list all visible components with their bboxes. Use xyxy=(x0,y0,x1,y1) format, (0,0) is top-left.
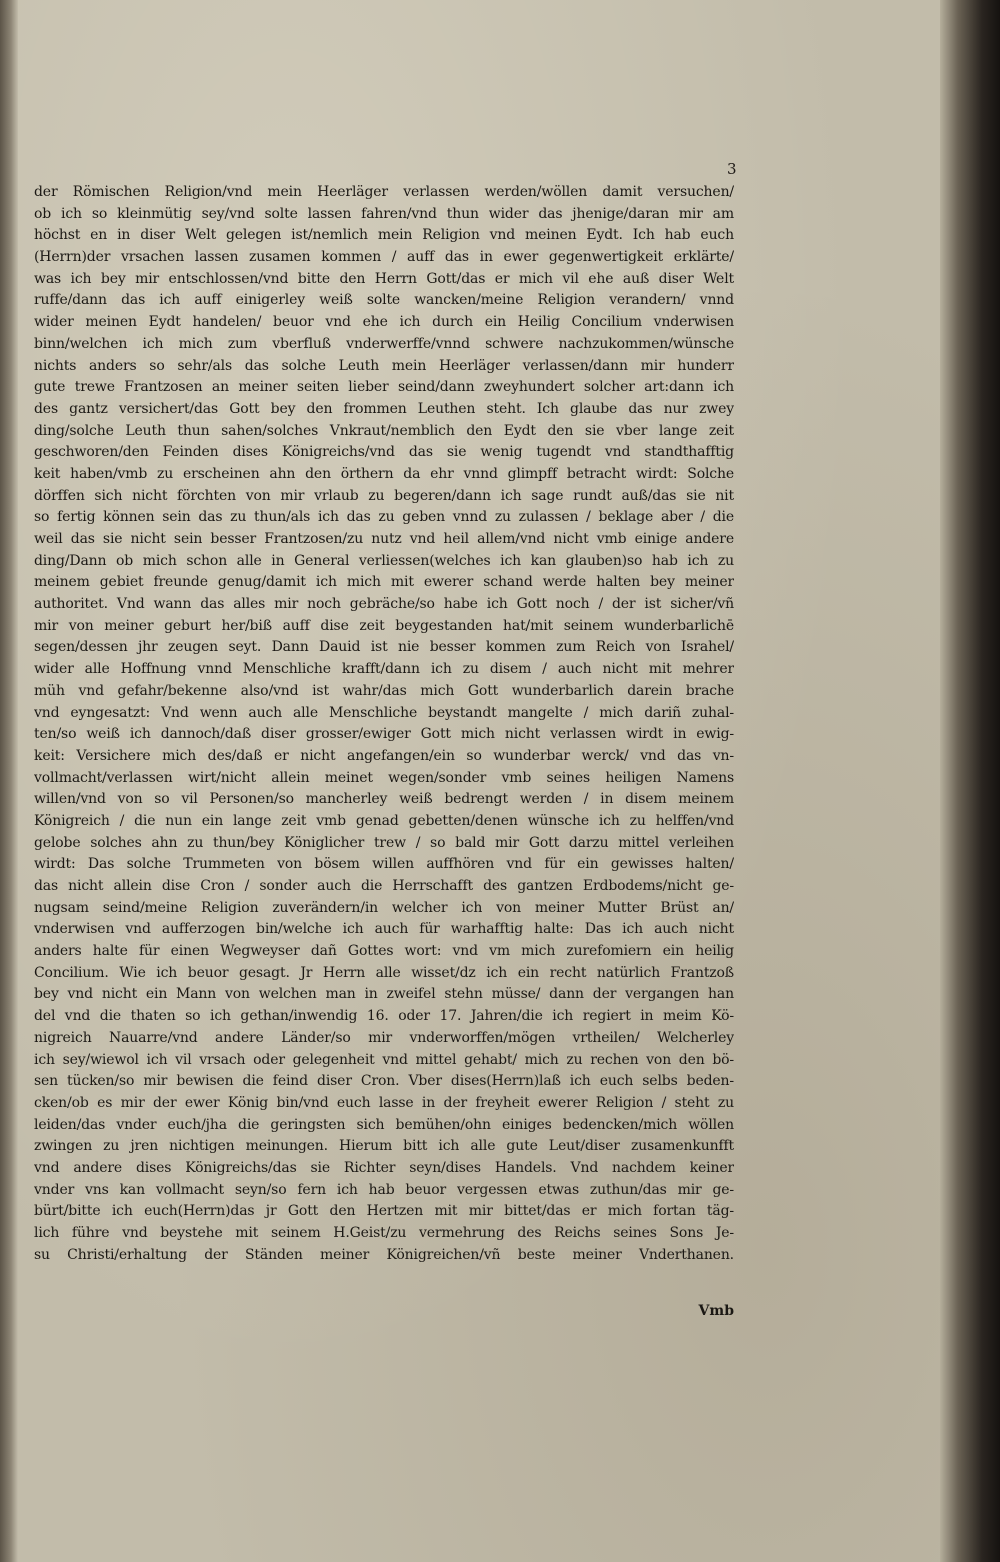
body-text xyxy=(34,182,734,1266)
text-line: keit: Versichere mich des/daß er nicht angefangen/ein so wunderbar werck/ vnd das vn- xyxy=(34,747,734,764)
text-line: meinem gebiet freunde genug/damit ich mich mit ewerer schand werde halten bey meiner xyxy=(34,574,734,591)
text-line: wider alle Hoffnung vnnd Menschliche krafft/dann ich zu disem / auch nicht mit mehrer xyxy=(34,661,734,678)
text-line: des gantz versichert/das Gott bey den frommen Leuthen steht. Ich glaube das nur zwey xyxy=(34,400,734,417)
text-line: vnd andere dises Königreichs/das sie Richter seyn/dises Handels. Vnd nachdem keiner xyxy=(34,1159,734,1176)
text-line: der Römischen Religion/vnd mein Heerläger verlassen werden/wöllen damit versuchen/ xyxy=(34,184,734,200)
text-line: gute trewe Frantzosen an meiner seiten lieber seind/dann zweyhundert solcher art:dann ich xyxy=(34,379,734,396)
text-line: (Herrn)der vrsachen lassen zusamen kommen / auff das in ewer gegenwertigkeit erklärte/ xyxy=(34,249,734,266)
text-line: vollmacht/verlassen wirt/nicht allein meinet wegen/sonder vmb seines heiligen Namens xyxy=(34,769,734,786)
text-line: vnder vns kan vollmacht seyn/so fern ich hab beuor vergessen etwas zuthun/das mir ge- xyxy=(34,1181,734,1198)
text-line: mir von meiner geburt her/biß auff dise zeit beygestanden hat/mit seinem wunderbarlichē xyxy=(34,617,734,634)
text-line: anders halte für einen Wegweyser dañ Gottes wort: vnd vm mich zurefomiern ein heilig xyxy=(34,943,734,960)
text-line: binn/welchen ich mich zum vberfluß vnderwerffe/vnnd schwere nachzukommen/wünsche xyxy=(34,335,734,352)
text-line: bey vnd nicht ein Mann von welchen man in zweifel stehn müsse/ dann der vergangen han xyxy=(34,986,734,1003)
text-line: su Christi/erhaltung der Ständen meiner Königreichen/vñ beste meiner Vnderthanen. xyxy=(34,1246,734,1263)
text-line: höchst en in diser Welt gelegen ist/nemlich mein Religion vnd meinen Eydt. Ich hab euch xyxy=(34,227,734,244)
text-line: authoritet. Vnd wann das alles mir noch gebräche/so habe ich Gott noch / der ist sicher/vñ xyxy=(34,596,734,613)
text-line: sen tücken/so mir bewisen die feind diser Cron. Vber dises(Herrn)laß ich euch selbs beden- xyxy=(34,1073,734,1090)
text-line: vnderwisen vnd aufferzogen bin/welche ich auch für warhafftig halte: Das ich auch nicht xyxy=(34,921,734,938)
text-line: ten/so weiß ich dannoch/daß diser grosser/ewiger Gott mich nicht verlassen wirdt in ewig- xyxy=(34,726,734,743)
text-line: cken/ob es mir der ewer König bin/vnd euch lasse in der freyheit ewerer Religion / steht zu xyxy=(34,1094,734,1111)
text-line: ob ich so kleinmütig sey/vnd solte lassen fahren/vnd thun wider das jhenige/daran mir am xyxy=(34,205,734,222)
text-line: del vnd die thaten so ich gethan/inwendig 16. oder 17. Jahren/die ich regiert in meim Kö- xyxy=(34,1008,734,1025)
text-line: das nicht allein dise Cron / sonder auch die Herrschafft des gantzen Erdbodems/nicht ge- xyxy=(34,878,734,894)
text-line: Königreich / die nun ein lange zeit vmb genad gebetten/denen wünsche ich zu helffen/vnd xyxy=(34,812,734,829)
text-line: leiden/das vnder euch/jha die geringsten sich bemühen/ohn einiges bedencken/mich wöllen xyxy=(34,1116,734,1133)
text-line: weil das sie nicht sein besser Frantzosen/zu nutz vnd heil allem/vnd nicht vmb einige andere xyxy=(34,531,734,547)
page-edge-shadow xyxy=(940,0,1000,1562)
text-line: was ich bey mir entschlossen/vnd bitte den Herrn Gott/das er mich vil ehe auß diser Welt xyxy=(34,270,734,287)
page-number: 3 xyxy=(727,160,737,178)
text-line: ruffe/dann das ich auff einigerley weiß solte wancken/meine Religion verandern/ vnnd xyxy=(34,292,734,309)
text-line: willen/vnd von so vil Personen/so mancherley weiß bedrengt werden / in disem meinem xyxy=(34,791,734,808)
text-line: nigreich Nauarre/vnd andere Länder/so mir vnderworffen/mögen vrtheilen/ Welcherley xyxy=(34,1029,734,1046)
text-line: bürt/bitte ich euch(Herrn)das jr Gott den Hertzen mit mir bittet/das er mich fortan täg- xyxy=(34,1203,734,1220)
text-line: zwingen zu jren nichtigen meinungen. Hierum bitt ich alle gute Leut/diser zusamenkunfft xyxy=(34,1138,734,1155)
catchword: Vmb xyxy=(698,1303,734,1319)
text-line: vnd eyngesatzt: Vnd wenn auch alle Menschliche beystandt mangelte / mich dariñ zuhal- xyxy=(34,704,734,721)
text-line: ding/Dann ob mich schon alle in General verliessen(welches ich kan glauben)so hab ich zu xyxy=(34,552,734,569)
text-line: nichts anders so sehr/als das solche Leuth mein Heerläger verlassen/dann mir hunderr xyxy=(34,357,734,374)
text-line: müh vnd gefahr/bekenne also/vnd ist wahr/das mich Gott wunderbarlich darein brache xyxy=(34,682,734,699)
text-line: ich sey/wiewol ich vil vrsach oder gelegenheit vnd mittel gehabt/ mich zu rechen von den bö- xyxy=(34,1051,734,1068)
text-line: wirdt: Das solche Trummeten von bösem willen auffhören vnd für ein gewisses halten/ xyxy=(34,856,734,873)
text-line: geschworen/den Feinden dises Königreichs/vnd das sie wenig tugendt vnd standthafftig xyxy=(34,444,734,461)
text-line: Concilium. Wie ich beuor gesagt. Jr Herrn alle wisset/dz ich ein recht natürlich Frantzoß xyxy=(34,964,734,981)
text-line: nugsam seind/meine Religion zuverändern/in welcher ich von meiner Mutter Brüst an/ xyxy=(34,899,734,916)
page-gutter-shadow xyxy=(0,0,18,1562)
text-line: ding/solche Leuth thun sahen/solches Vnkraut/nemblich den Eydt den sie vber lange zeit xyxy=(34,422,734,439)
text-line: segen/dessen jhr zeugen seyt. Dann Dauid ist nie besser kommen zum Reich von Israhel/ xyxy=(34,639,734,656)
text-line: gelobe solches ahn zu thun/bey Königlicher trew / so bald mir Gott darzu mittel verleihen xyxy=(34,834,734,851)
text-line: so fertig können sein das zu thun/als ich das zu geben vnnd zu zulassen / beklage aber / die xyxy=(34,509,734,526)
text-line: keit haben/vmb zu erscheinen ahn den örthern da ehr vnnd glimpff betracht wirdt: Solche xyxy=(34,465,734,482)
text-line: lich führe vnd beystehe mit seinem H.Geist/zu vermehrung des Reichs seines Sons Je- xyxy=(34,1225,734,1241)
text-line: wider meinen Eydt handelen/ beuor vnd ehe ich durch ein Heilig Concilium vnderwisen xyxy=(34,314,734,331)
text-line: dörffen sich nicht förchten von mir vrlaub zu begeren/dann ich sage rundt auß/das sie nit xyxy=(34,487,734,504)
